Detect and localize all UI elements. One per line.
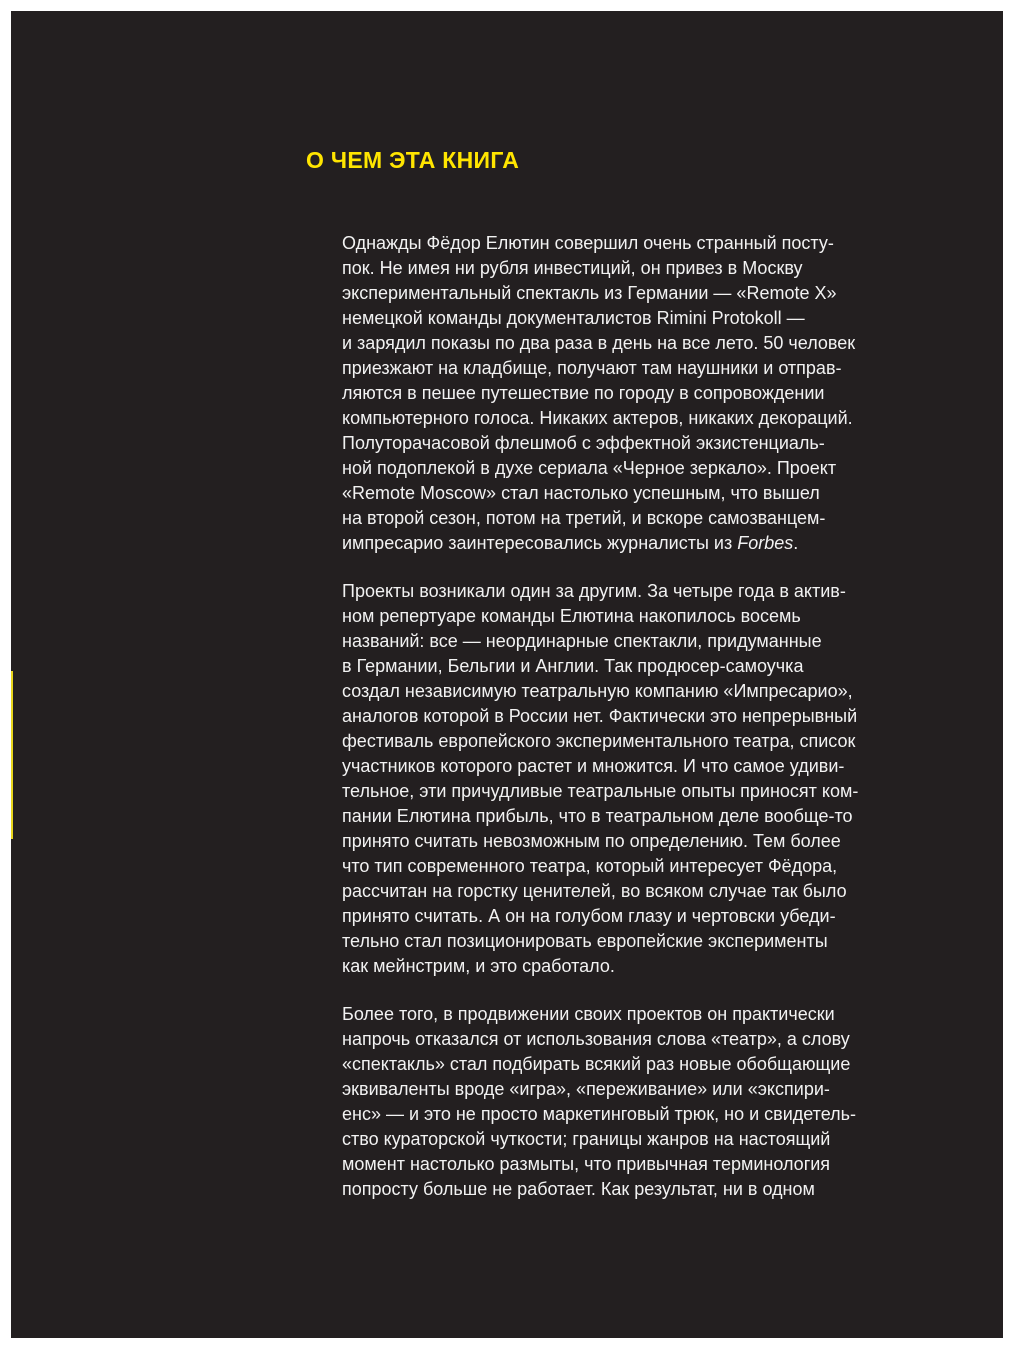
text-line: что тип современного театра, который интересует Фёдора, [342,856,838,876]
text-line: Проекты возникали один за другим. За четыре года в актив- [342,581,846,601]
text-line: создал независимую театральную компанию «Импресарио», [342,681,853,701]
text-line: эквиваленты вроде «игра», «переживание» или «экспири- [342,1079,830,1099]
text-line: и зарядил показы по два раза в день на все лето. 50 человек [342,333,856,353]
text-line: момент настолько размыты, что привычная терминология [342,1154,831,1174]
text-line: компьютерного голоса. Никаких актеров, никаких декораций. [342,408,853,428]
text-line: енс» — и это не просто маркетинговый трюк, но и свидетель- [342,1104,857,1124]
paragraph-3 [342,1002,982,1202]
text-line-suffix: . [793,533,799,553]
text-line: экспериментальный спектакль из Германии — «Remote X» [342,283,837,303]
text-line: попросту больше не работает. Как результат, ни в одном [342,1179,815,1199]
text-line: приезжают на кладбище, получают там наушники и отправ- [342,358,842,378]
text-line: ляются в пешее путешествие по городу в сопровождении [342,383,825,403]
text-line: напрочь отказался от использования слова «театр», а слову [342,1029,850,1049]
text-line: Полуторачасовой флешмоб с эффектной экзистенциаль- [342,433,825,453]
text-line: принято считать невозможным по определению. Тем более [342,831,841,851]
body-text [342,231,982,1225]
text-line: «Remote Moscow» стал настолько успешным, что вышел [342,483,820,503]
text-line: как мейнстрим, и это сработало. [342,956,615,976]
text-line: ном репертуаре команды Елютина накопилось восемь [342,606,801,626]
text-line: тельное, эти причудливые театральные опыты приносят ком- [342,781,859,801]
text-line-last [342,531,982,556]
text-line: «спектакль» стал подбирать всякий раз новые обобщающие [342,1054,851,1074]
text-line-prefix: импресарио заинтересовались журналисты из [342,533,738,553]
book-page [11,11,1003,1338]
section-heading: О ЧЕМ ЭТА КНИГА [306,147,520,173]
paragraph-2 [342,579,982,979]
text-line: Более того, в продвижении своих проектов он практически [342,1004,835,1024]
page-edge-marker [11,671,13,839]
text-line: ство кураторской чуткости; границы жанров на настоящий [342,1129,831,1149]
text-line: ной подоплекой в духе сериала «Черное зеркало». Проект [342,458,837,478]
text-line: немецкой команды документалистов Rimini Protokoll — [342,308,805,328]
text-line: принято считать. А он на голубом глазу и чертовски убеди- [342,906,836,926]
text-line: фестиваль европейского экспериментального театра, список [342,731,856,751]
text-line: в Германии, Бельгии и Англии. Так продюсер-самоучка [342,656,804,676]
text-line: аналогов которой в России нет. Фактически это непрерывный [342,706,858,726]
paragraph-1 [342,231,982,556]
forbes-italic-text: Forbes [737,533,794,553]
text-line: названий: все — неординарные спектакли, придуманные [342,631,822,651]
text-line: тельно стал позиционировать европейские эксперименты [342,931,828,951]
text-line: рассчитан на горстку ценителей, во всяком случае так было [342,881,847,901]
text-line: участников которого растет и множится. И что самое удиви- [342,756,845,776]
text-line: Однажды Фёдор Елютин совершил очень странный посту- [342,233,834,253]
text-line: пок. Не имея ни рубля инвестиций, он привез в Москву [342,258,803,278]
text-line: пании Елютина прибыль, что в театральном деле вообще-то [342,806,853,826]
text-line: на второй сезон, потом на третий, и вскоре самозванцем- [342,508,826,528]
